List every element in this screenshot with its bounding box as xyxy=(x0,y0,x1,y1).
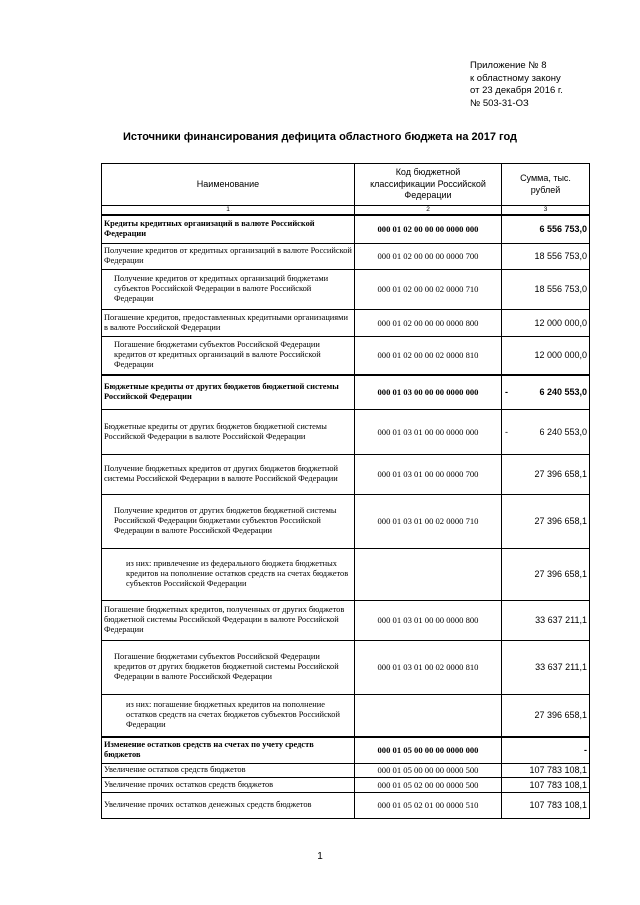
minus-sign: - xyxy=(505,387,508,398)
row-name: Получение кредитов от других бюджетов бюджетной системы Российской Федерации бюджетами субъектов Российской Федерации в валюте Российской Федерации xyxy=(102,494,355,548)
row-code: 000 01 02 00 00 00 0000 000 xyxy=(355,215,502,243)
row-sum: 18 556 753,0 xyxy=(502,243,590,269)
row-code: 000 01 03 01 00 00 0000 000 xyxy=(355,409,502,454)
table-header-row xyxy=(102,164,590,206)
row-code: 000 01 03 01 00 02 0000 810 xyxy=(355,640,502,694)
row-sum: 27 396 658,1 xyxy=(502,454,590,494)
row-name: Бюджетные кредиты от других бюджетов бюджетной системы Российской Федерации xyxy=(102,375,355,409)
row-code: 000 01 05 00 00 00 0000 500 xyxy=(355,763,502,777)
column-number-3: 3 xyxy=(502,206,590,216)
row-sum: 107 783 108,1 xyxy=(502,777,590,792)
row-name: Погашение кредитов, предоставленных кредитными организациями в валюте Российской Федерации xyxy=(102,309,355,336)
table-row xyxy=(102,494,590,548)
row-code xyxy=(355,548,502,600)
row-sum: 12 000 000,0 xyxy=(502,309,590,336)
appendix-line-2: к областному закону xyxy=(470,72,561,84)
header-sum: Сумма, тыс. рублей xyxy=(502,164,590,206)
row-code: 000 01 02 00 00 00 0000 700 xyxy=(355,243,502,269)
table-row xyxy=(102,454,590,494)
row-name: из них: привлечение из федерального бюджета бюджетных кредитов на пополнение остатков средств на счетах бюджетов субъектов Российской Федерации xyxy=(102,548,355,600)
document-title: Источники финансирования дефицита областного бюджета на 2017 год xyxy=(122,131,518,143)
row-code: 000 01 05 00 00 00 0000 000 xyxy=(355,737,502,763)
row-sum-value: 6 240 553,0 xyxy=(539,426,587,437)
row-sum: 33 637 211,1 xyxy=(502,600,590,640)
row-name: Получение бюджетных кредитов от других бюджетов бюджетной системы Российской Федерации в валюте Российской Федерации xyxy=(102,454,355,494)
row-name: Увеличение прочих остатков средств бюджетов xyxy=(102,777,355,792)
header-code: Код бюджетной классификации Российской Федерации xyxy=(355,164,502,206)
row-code: 000 01 05 02 00 00 0000 500 xyxy=(355,777,502,792)
row-name: Увеличение прочих остатков денежных средств бюджетов xyxy=(102,792,355,818)
row-sum: - xyxy=(502,737,590,763)
row-sum xyxy=(502,409,590,454)
appendix-line-4: № 503-31-ОЗ xyxy=(470,97,529,109)
table-row xyxy=(102,336,590,375)
row-sum: 33 637 211,1 xyxy=(502,640,590,694)
financing-sources-table xyxy=(101,163,590,819)
row-code: 000 01 02 00 00 02 0000 810 xyxy=(355,336,502,375)
header-name: Наименование xyxy=(102,164,355,206)
row-sum: 27 396 658,1 xyxy=(502,548,590,600)
row-code: 000 01 02 00 00 02 0000 710 xyxy=(355,269,502,309)
row-code xyxy=(355,694,502,737)
row-name: Изменение остатков средств на счетах по учету средств бюджетов xyxy=(102,737,355,763)
row-sum-value: 6 240 553,0 xyxy=(539,387,587,398)
row-name: Погашение бюджетами субъектов Российской Федерации кредитов от других бюджетов бюджетной системы Российской Федерации в валюте Российской Федерации xyxy=(102,640,355,694)
row-name: Увеличение остатков средств бюджетов xyxy=(102,763,355,777)
table-row xyxy=(102,777,590,792)
column-number-2: 2 xyxy=(355,206,502,216)
row-sum xyxy=(502,375,590,409)
appendix-line-1: Приложение № 8 xyxy=(470,60,547,71)
table-row xyxy=(102,763,590,777)
row-sum: 107 783 108,1 xyxy=(502,792,590,818)
row-name: Получение кредитов от кредитных организаций в валюте Российской Федерации xyxy=(102,243,355,269)
table-row xyxy=(102,694,590,737)
table-row xyxy=(102,600,590,640)
row-sum: 27 396 658,1 xyxy=(502,494,590,548)
table-row xyxy=(102,548,590,600)
row-sum: 18 556 753,0 xyxy=(502,269,590,309)
table-row xyxy=(102,309,590,336)
table-row xyxy=(102,215,590,243)
table-row xyxy=(102,737,590,763)
table-row xyxy=(102,792,590,818)
row-code: 000 01 05 02 01 00 0000 510 xyxy=(355,792,502,818)
table-row xyxy=(102,269,590,309)
row-sum: 6 556 753,0 xyxy=(502,215,590,243)
row-code: 000 01 03 01 00 00 0000 700 xyxy=(355,454,502,494)
column-number-row xyxy=(102,206,590,216)
table-row xyxy=(102,375,590,409)
minus-sign: - xyxy=(505,426,508,437)
table-row xyxy=(102,640,590,694)
column-number-1: 1 xyxy=(102,206,355,216)
row-name: Бюджетные кредиты от других бюджетов бюджетной системы Российской Федерации в валюте Российской Федерации xyxy=(102,409,355,454)
row-name: из них: погашение бюджетных кредитов на пополнение остатков средств на счетах бюджетов субъектов Российской Федерации xyxy=(102,694,355,737)
row-name: Погашение бюджетами субъектов Российской Федерации кредитов от кредитных организаций в валюте Российской Федерации xyxy=(102,336,355,375)
table-row xyxy=(102,243,590,269)
row-name: Получение кредитов от кредитных организаций бюджетами субъектов Российской Федерации в валюте Российской Федерации xyxy=(102,269,355,309)
row-code: 000 01 03 01 00 02 0000 710 xyxy=(355,494,502,548)
row-name: Кредиты кредитных организаций в валюте Российской Федерации xyxy=(102,215,355,243)
page-number: 1 xyxy=(317,851,323,862)
row-sum: 12 000 000,0 xyxy=(502,336,590,375)
row-name: Погашение бюджетных кредитов, полученных от других бюджетов бюджетной системы Российской Федерации в валюте Российской Федерации xyxy=(102,600,355,640)
row-code: 000 01 03 00 00 00 0000 000 xyxy=(355,375,502,409)
row-sum: 107 783 108,1 xyxy=(502,763,590,777)
appendix-block xyxy=(470,60,563,110)
row-code: 000 01 02 00 00 00 0000 800 xyxy=(355,309,502,336)
row-sum: 27 396 658,1 xyxy=(502,694,590,737)
row-code: 000 01 03 01 00 00 0000 800 xyxy=(355,600,502,640)
table-row xyxy=(102,409,590,454)
appendix-line-3: от 23 декабря 2016 г. xyxy=(470,85,563,96)
